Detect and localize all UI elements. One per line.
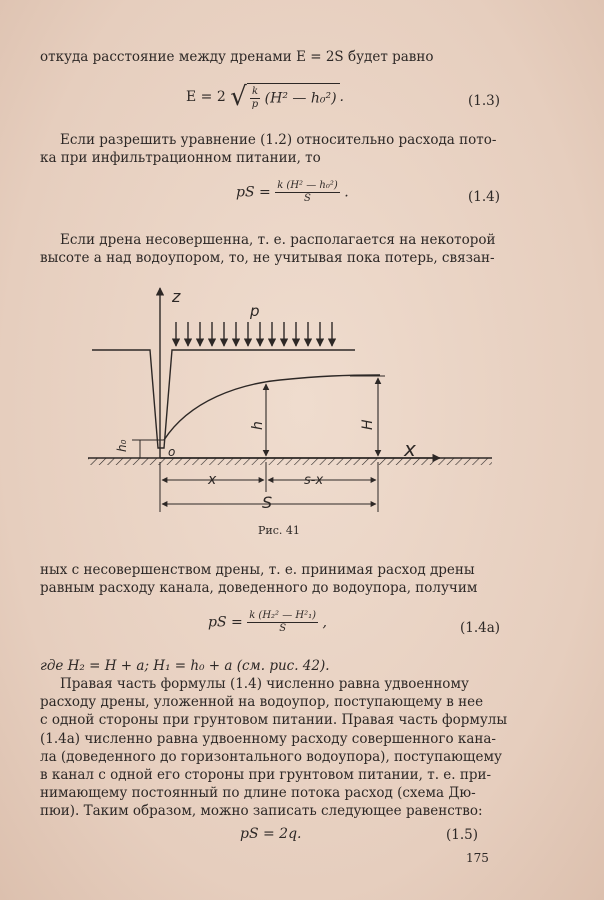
- paragraph-4: [40, 561, 558, 597]
- equation-1-3: [186, 82, 344, 112]
- eq-1-4a-denominator: S: [279, 623, 287, 634]
- eq-1-4-tail: .: [344, 184, 349, 201]
- eq-1-4a-lhs: pS =: [208, 614, 243, 631]
- h0-label: h₀: [115, 439, 129, 452]
- equation-1-4: [236, 180, 349, 205]
- page-number: 175: [466, 851, 489, 865]
- eq-1-4a-numerator: k (H₂² — H²₁): [249, 610, 317, 621]
- eq-1-3-lhs: E = 2: [186, 89, 226, 105]
- para-5-line-2: расходу дрены, уложенной на водоупор, поступающему в нее: [40, 694, 484, 711]
- eq-1-3-denominator: p: [251, 99, 259, 110]
- paragraph-3: [40, 231, 558, 267]
- where-line: где H₂ = H + a; H₁ = h₀ + a (см. рис. 42).: [40, 658, 330, 674]
- para-5-line-7: нимающему постоянный по длине потока расход (схема Дю-: [40, 785, 476, 802]
- para-2-line-2: ка при инфильтрационном питании, то: [40, 150, 321, 167]
- eq-1-5-number: (1.5): [446, 827, 479, 843]
- eq-1-4-fraction: [275, 180, 340, 205]
- infiltration-arrows: [176, 322, 332, 346]
- sqrt-icon: √: [230, 82, 247, 112]
- para-5-line-4: (1.4a) численно равна удвоенному расходу совершенного кана-: [40, 730, 496, 747]
- x-segment-label: x: [208, 472, 217, 488]
- eq-1-3-radical: [247, 83, 340, 111]
- S-segment-label: S: [262, 493, 273, 512]
- eq-1-4a-tail: ,: [322, 614, 327, 631]
- eq-1-4a-number: (1.4a): [460, 620, 501, 636]
- ground-hatch: [88, 458, 492, 465]
- para-3-line-2: высоте a над водоупором, то, не учитывая пока потерь, связан-: [40, 250, 495, 267]
- equation-1-4a: [208, 610, 327, 635]
- eq-1-3-numerator: k: [250, 86, 260, 99]
- para-5-line-5: ла (доведенного до горизонтального водоупора), поступающему: [40, 748, 502, 765]
- p-label: p: [250, 302, 260, 320]
- text-line-1: откуда расстояние между дренами E = 2S будет равно: [40, 49, 434, 65]
- para-3-line-1: Если дрена несовершенна, т. е. располагается на некоторой: [60, 232, 496, 248]
- figure-caption: Рис. 41: [258, 524, 300, 537]
- eq-1-4-lhs: pS =: [236, 184, 271, 201]
- para-2-line-1: Если разрешить уравнение (1.2) относительно расхода пото-: [60, 132, 497, 148]
- para-5-line-1: Правая часть формулы (1.4) численно равна удвоенному: [60, 676, 469, 692]
- para-5-line-8: пюи). Таким образом, можно записать следующее равенство:: [40, 803, 483, 820]
- z-axis-label: z: [172, 287, 181, 306]
- x-axis-label: x: [404, 437, 416, 461]
- para-4-line-2: равным расходу канала, доведенного до водоупора, получим: [40, 580, 478, 597]
- depression-curve: [164, 375, 380, 440]
- H-label: H: [360, 419, 376, 430]
- s-x-segment-label: s-x: [304, 473, 324, 488]
- eq-1-4-numerator: k (H² — h₀²): [277, 180, 338, 191]
- eq-1-4-number: (1.4): [468, 189, 501, 205]
- eq-1-3-fraction: [250, 86, 260, 111]
- equation-1-5: pS = 2q.: [240, 826, 302, 842]
- para-5-line-6: в канал с одной его стороны при грунтовом питании, т. е. при-: [40, 767, 492, 784]
- eq-1-4-denominator: S: [304, 193, 311, 204]
- eq-1-3-tail: .: [339, 89, 344, 105]
- h-label: h: [250, 421, 266, 430]
- para-5-line-3: с одной стороны при грунтовом питании. Правая часть формулы: [40, 712, 508, 729]
- eq-1-3-radicand: (H² — h₀²): [264, 90, 337, 107]
- water-surface-and-drain: [92, 350, 355, 448]
- paragraph-2: [40, 131, 558, 167]
- paragraph-5: [40, 675, 558, 821]
- eq-1-4a-fraction: [247, 610, 318, 635]
- eq-1-3-number: (1.3): [468, 93, 501, 109]
- para-4-line-1: ных с несовершенством дрены, т. е. принимая расход дрены: [40, 562, 475, 578]
- origin-label: o: [168, 445, 176, 459]
- figure-41-diagram: [80, 280, 520, 516]
